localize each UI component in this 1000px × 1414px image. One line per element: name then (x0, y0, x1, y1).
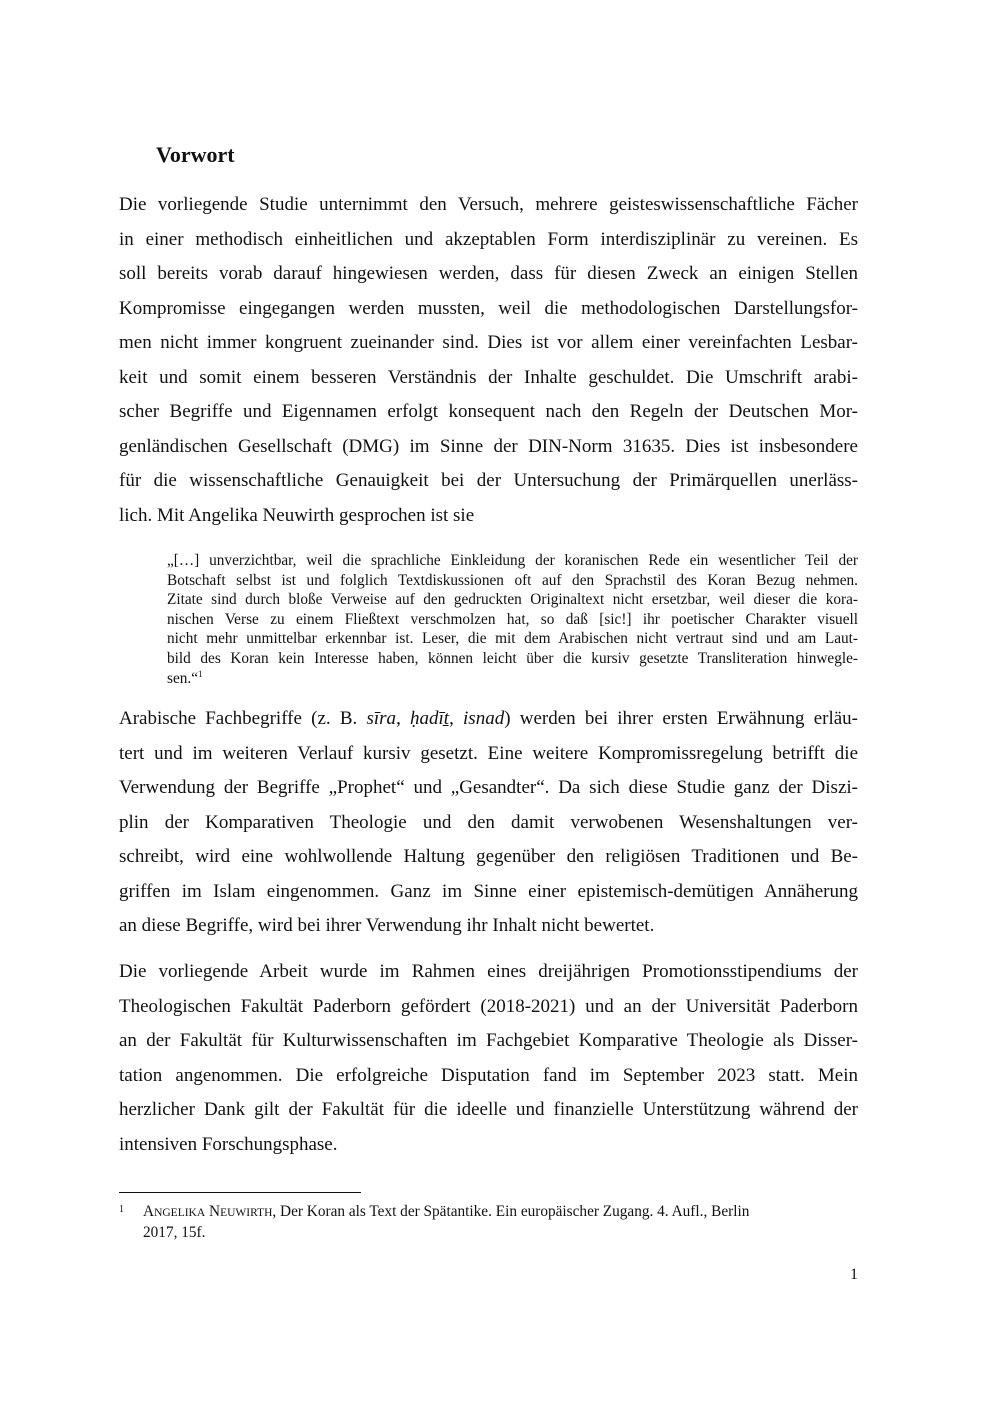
text-line: soll bereits vorab darauf hingewiesen werden, dass für diesen Zweck an einigen Stellen (119, 263, 858, 284)
text-segment: EUWIRTH (220, 1207, 273, 1219)
text-line: scher Begriffe und Eigennamen erfolgt konsequent nach den Regeln der Deutschen Mor- (119, 401, 858, 422)
text-segment: , (449, 708, 464, 729)
text-line: tert und im weiteren Verlauf kursiv gesetzt. Eine weitere Kompromissregelung betrifft die (119, 742, 858, 764)
term-isnad: isnad (463, 708, 505, 729)
footnote-reference[interactable]: 1 (198, 668, 203, 679)
term-sira: sīra (366, 708, 397, 729)
footnote-divider (119, 1192, 361, 1193)
page-title: Vorwort (156, 142, 235, 167)
quote-end: sen.“ (167, 669, 199, 687)
quote-line: „[…] unverzichtbar, weil die sprachliche Einkleidung der koranischen Rede ein wesentlicher Teil der (167, 552, 858, 569)
text-line: Theologischen Fakultät Paderborn gefördert (2018-2021) und an der Universität Paderborn (119, 995, 858, 1017)
text-line: herzlicher Dank gilt der Fakultät für die ideelle und finanzielle Unterstützung während der (119, 1099, 858, 1120)
footnote-text (119, 1202, 858, 1243)
text-segment: N (209, 1203, 221, 1220)
text-line: plin der Komparativen Theologie und den damit verwobenen Wesenshaltungen ver- (119, 811, 858, 833)
text-line: Die vorliegende Arbeit wurde im Rahmen eines dreijährigen Promotionsstipendiums der (119, 961, 858, 982)
text-line: in einer methodisch einheitlichen und akzeptablen Form interdisziplinär zu vereinen. Es (119, 228, 858, 250)
text-line: Kompromisse eingegangen werden mussten, weil die methodologischen Darstellungsfor- (119, 297, 858, 319)
text-line: tation angenommen. Die erfolgreiche Disputation fand im September 2023 statt. Mein (119, 1064, 858, 1086)
citation-text: , Der Koran als Text der Spätantike. Ein europäischer Zugang. 4. Aufl., Berlin (272, 1203, 750, 1220)
text-line: Die vorliegende Studie unternimmt den Versuch, mehrere geisteswissenschaftliche Fächer (119, 194, 858, 215)
quote-line: nischen Verse zu einem Fließtext verschmolzen hat, so daß [sic!] ihr poetischer Charakter visuell (167, 610, 858, 628)
text-line (119, 702, 858, 737)
text-line: an diese Begriffe, wird bei ihrer Verwendung ihr Inhalt nicht bewertet. (119, 915, 655, 936)
paragraph-terms (119, 702, 858, 944)
text-line: schreibt, wird eine wohlwollende Haltung gegenüber den religiösen Traditionen und Be- (119, 846, 858, 867)
text-segment: NGELIKA (154, 1207, 206, 1219)
text-line: men nicht immer kongruent zueinander sind. Dies ist vor allem einer vereinfachten Lesbar- (119, 332, 858, 353)
text-line: Verwendung der Begriffe „Prophet“ und „Gesandter“. Da sich diese Studie ganz der Diszi- (119, 777, 858, 798)
author-name (143, 1203, 272, 1220)
text-line: lich. Mit Angelika Neuwirth gesprochen ist sie (119, 504, 475, 526)
quote-line: Botschaft selbst ist und folglich Textdiskussionen oft auf den Sprachstil des Koran Bezug nehmen. (167, 571, 858, 589)
footnote-number: 1 (119, 1204, 124, 1215)
quote-line: nicht mehr unmittelbar erkennbar ist. Leser, die mit dem Arabischen nicht vertraut sind und am Laut- (167, 630, 858, 648)
footnote (119, 1202, 858, 1243)
paragraph-intro (119, 188, 858, 533)
text-line: keit und somit einem besseren Verständnis der Inhalte geschuldet. Die Umschrift arabi- (119, 366, 858, 388)
text-segment: , (396, 708, 411, 729)
block-quote (167, 551, 858, 688)
citation-text: 2017, 15f. (143, 1224, 206, 1241)
page-number: 1 (850, 1266, 858, 1283)
quote-line: bild des Koran kein Interesse haben, können leicht über die kursiv gesetzte Transliteration hinwegle- (167, 649, 858, 667)
text-segment: Arabische Fachbegriffe (z. B. (119, 708, 367, 729)
text-line: intensiven Forschungsphase. (119, 1133, 338, 1155)
text-segment: ) werden bei ihrer ersten Erwähnung erläu- (504, 708, 859, 729)
quote-line (167, 669, 858, 689)
text-line: griffen im Islam eingenommen. Ganz im Sinne einer epistemisch-demütigen Annäherung (119, 880, 858, 902)
quote-line: Zitate sind durch bloße Verweise auf den gedruckten Originaltext nicht ersetzbar, weil dieser die kora- (167, 591, 858, 609)
paragraph-acknowledgement (119, 955, 858, 1162)
text-line: genländischen Gesellschaft (DMG) im Sinne der DIN-Norm 31635. Dies ist insbesondere (119, 435, 858, 457)
term-hadith: ḥadīṯ (410, 708, 450, 729)
text-line: an der Fakultät für Kulturwissenschaften im Fachgebiet Komparative Theologie als Disser- (119, 1030, 858, 1051)
text-line: für die wissenschaftliche Genauigkeit bei der Untersuchung der Primärquellen unerläss- (119, 470, 858, 491)
text-segment: A (143, 1203, 155, 1220)
